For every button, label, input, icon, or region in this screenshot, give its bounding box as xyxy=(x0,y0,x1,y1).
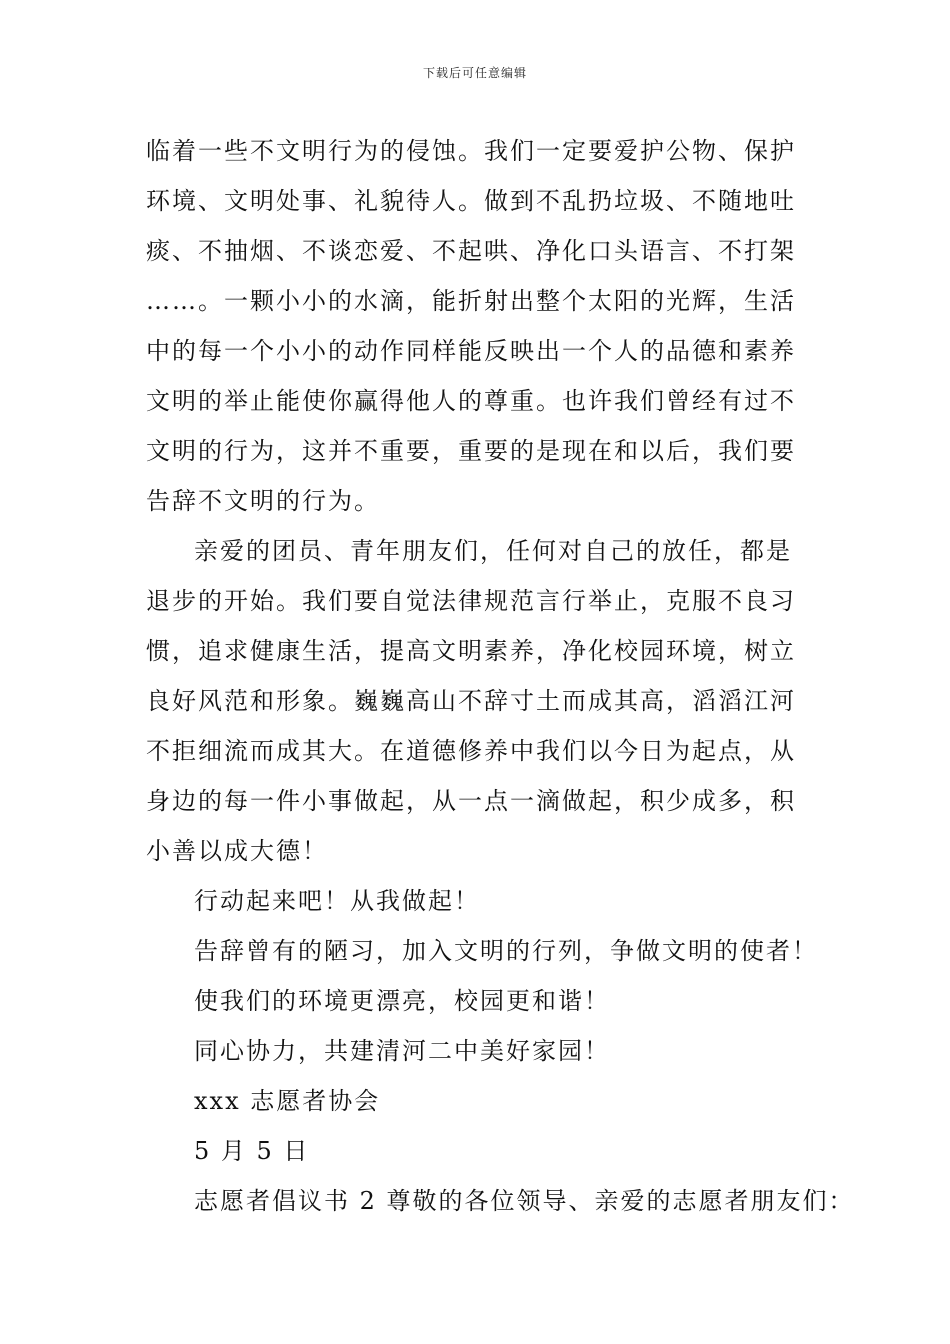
text-line: 亲爱的团员、青年朋友们，任何对自己的放任，都是 xyxy=(194,537,792,565)
document-body xyxy=(146,126,855,1226)
next-section-heading: 志愿者倡议书 2 尊敬的各位领导、亲爱的志愿者朋友们： xyxy=(194,1187,855,1215)
text-line: 环境、文明处事、礼貌待人。做到不乱扔垃圾、不随地吐 xyxy=(146,187,796,215)
paragraph-1 xyxy=(146,126,818,526)
text-line: 良好风范和形象。巍巍高山不辞寸土而成其高，滔滔江河 xyxy=(146,687,796,715)
text-line: ……。一颗小小的水滴，能折射出整个太阳的光辉，生活 xyxy=(146,287,796,315)
slogans xyxy=(146,876,818,1076)
text-line: 文明的行为，这并不重要，重要的是现在和以后，我们要 xyxy=(146,437,796,465)
signature-date: 5 月 5 日 xyxy=(194,1137,310,1165)
page-header-note: 下载后可任意编辑 xyxy=(422,66,527,80)
signature-org: xxx 志愿者协会 xyxy=(194,1087,381,1115)
slogan-line: 同心协力，共建清河二中美好家园！ xyxy=(194,1037,610,1065)
text-line: 身边的每一件小事做起，从一点一滴做起，积少成多，积 xyxy=(146,787,796,815)
slogan-line: 使我们的环境更漂亮，校园更和谐！ xyxy=(194,987,610,1015)
slogan-line: 行动起来吧！从我做起！ xyxy=(194,887,480,915)
slogan-line: 告辞曾有的陋习，加入文明的行列，争做文明的使者！ xyxy=(194,937,818,965)
text-line: 痰、不抽烟、不谈恋爱、不起哄、净化口头语言、不打架 xyxy=(146,237,796,265)
text-line: 中的每一个小小的动作同样能反映出一个人的品德和素养 xyxy=(146,337,796,365)
text-line: 临着一些不文明行为的侵蚀。我们一定要爱护公物、保护 xyxy=(146,137,796,165)
text-line: 告辞不文明的行为。 xyxy=(146,487,380,515)
text-line: 文明的举止能使你赢得他人的尊重。也许我们曾经有过不 xyxy=(146,387,796,415)
text-line: 惯，追求健康生活，提高文明素养，净化校园环境，树立 xyxy=(146,637,796,665)
text-line: 退步的开始。我们要自觉法律规范言行举止，克服不良习 xyxy=(146,587,796,615)
paragraph-2 xyxy=(146,526,818,876)
text-line: 小善以成大德！ xyxy=(146,837,328,865)
text-line: 不拒细流而成其大。在道德修养中我们以今日为起点，从 xyxy=(146,737,796,765)
